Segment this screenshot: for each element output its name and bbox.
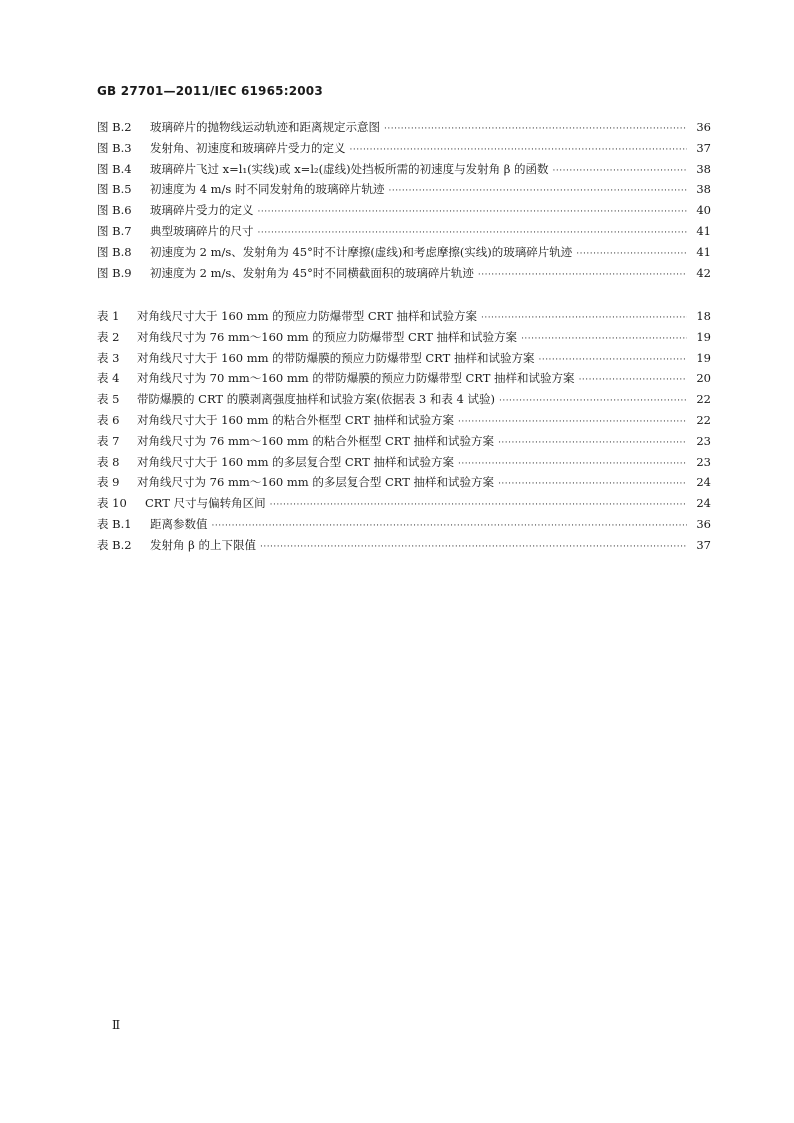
toc-title: 对角线尺寸为 76 mm～160 mm 的多层复合型 CRT 抽样和试验方案 bbox=[137, 475, 495, 490]
toc-entry-table-10[interactable] bbox=[97, 495, 711, 516]
toc-label: 表 3 bbox=[97, 350, 120, 365]
toc-page-number: 36 bbox=[696, 516, 711, 531]
toc-label: 图 B.6 bbox=[97, 203, 132, 218]
toc-entry-figure-b6[interactable] bbox=[97, 202, 711, 223]
dot-leader bbox=[350, 145, 688, 155]
toc-page-number: 23 bbox=[696, 454, 711, 469]
dot-leader bbox=[458, 459, 687, 469]
toc-page-number: 18 bbox=[696, 309, 711, 323]
toc-page-number: 20 bbox=[696, 371, 711, 386]
toc-label: 表 7 bbox=[97, 433, 120, 448]
toc-title: 玻璃碎片飞过 x=l₁(实线)或 x=l₂(虚线)处挡板所需的初速度与发射角 β 的函数 bbox=[150, 161, 549, 176]
toc-label: 表 1 bbox=[97, 309, 120, 323]
toc-label: 图 B.9 bbox=[97, 265, 132, 280]
toc-label: 表 8 bbox=[97, 454, 120, 469]
toc-title: 初速度为 4 m/s 时不同发射角的玻璃碎片轨迹 bbox=[150, 182, 385, 197]
toc-label: 图 B.7 bbox=[97, 223, 132, 238]
toc-label: 图 B.4 bbox=[97, 161, 132, 176]
toc-page-number: 36 bbox=[696, 120, 711, 134]
toc-title: 发射角 β 的上下限值 bbox=[150, 537, 256, 552]
toc-page-number: 24 bbox=[696, 496, 711, 511]
toc-label: 图 B.3 bbox=[97, 140, 132, 155]
toc-entry-table-8[interactable] bbox=[97, 454, 711, 475]
toc-page-number: 41 bbox=[696, 244, 711, 259]
figure-list bbox=[97, 119, 711, 285]
dot-leader bbox=[498, 479, 687, 489]
dot-leader bbox=[384, 124, 687, 134]
toc-label: 表 2 bbox=[97, 329, 120, 344]
toc-title: CRT 尺寸与偏转角区间 bbox=[145, 496, 266, 511]
dot-leader bbox=[579, 375, 687, 385]
toc-title: 初速度为 2 m/s、发射角为 45°时不同横截面积的玻璃碎片轨迹 bbox=[150, 265, 474, 280]
toc-title: 初速度为 2 m/s、发射角为 45°时不计摩擦(虚线)和考虑摩擦(实线)的玻璃碎片轨迹 bbox=[150, 244, 573, 259]
dot-leader bbox=[458, 417, 687, 427]
toc-page-number: 22 bbox=[696, 392, 711, 407]
toc-page-number: 19 bbox=[696, 329, 711, 344]
toc-entry-figure-b7[interactable] bbox=[97, 223, 711, 244]
toc-page-number: 19 bbox=[696, 350, 711, 365]
toc-entry-table-b1[interactable] bbox=[97, 516, 711, 537]
dot-leader bbox=[270, 500, 687, 510]
toc-label: 图 B.8 bbox=[97, 244, 132, 259]
dot-leader bbox=[498, 438, 687, 448]
dot-leader bbox=[576, 249, 687, 259]
toc-page-number: 24 bbox=[696, 475, 711, 490]
toc-title: 对角线尺寸大于 160 mm 的预应力防爆带型 CRT 抽样和试验方案 bbox=[137, 309, 477, 323]
dot-leader bbox=[260, 542, 687, 552]
toc-entry-figure-b3[interactable] bbox=[97, 140, 711, 161]
page-number-footer: Ⅱ bbox=[112, 1018, 121, 1032]
toc-label: 图 B.2 bbox=[97, 120, 132, 134]
toc-entry-table-6[interactable] bbox=[97, 412, 711, 433]
table-list bbox=[97, 308, 711, 558]
toc-entry-table-b2[interactable] bbox=[97, 537, 711, 558]
toc-page-number: 42 bbox=[696, 265, 711, 280]
dot-leader bbox=[388, 186, 687, 196]
toc-label: 表 6 bbox=[97, 412, 120, 427]
dot-leader bbox=[553, 166, 687, 176]
toc-title: 对角线尺寸大于 160 mm 的多层复合型 CRT 抽样和试验方案 bbox=[137, 454, 454, 469]
toc-title: 距离参数值 bbox=[150, 516, 208, 531]
toc-entry-table-9[interactable] bbox=[97, 474, 711, 495]
dot-leader bbox=[481, 313, 687, 323]
toc-title: 玻璃碎片的抛物线运动轨迹和距离规定示意图 bbox=[150, 120, 380, 134]
standard-header: GB 27701—2011/IEC 61965:2003 bbox=[97, 84, 323, 98]
toc-title: 玻璃碎片受力的定义 bbox=[150, 203, 254, 218]
dot-leader bbox=[258, 228, 688, 238]
toc-label: 表 4 bbox=[97, 371, 120, 386]
toc-entry-table-4[interactable] bbox=[97, 370, 711, 391]
toc-title: 对角线尺寸大于 160 mm 的粘合外框型 CRT 抽样和试验方案 bbox=[137, 412, 454, 427]
toc-page-number: 37 bbox=[696, 537, 711, 552]
toc-entry-figure-b4[interactable] bbox=[97, 161, 711, 182]
toc-title: 对角线尺寸大于 160 mm 的带防爆膜的预应力防爆带型 CRT 抽样和试验方案 bbox=[137, 350, 535, 365]
toc-entry-figure-b9[interactable] bbox=[97, 265, 711, 286]
toc-title: 带防爆膜的 CRT 的膜剥离强度抽样和试验方案(依据表 3 和表 4 试验) bbox=[137, 392, 495, 407]
toc-page-number: 38 bbox=[696, 161, 711, 176]
dot-leader bbox=[538, 355, 687, 365]
toc-label: 表 B.1 bbox=[97, 516, 132, 531]
toc-title: 典型玻璃碎片的尺寸 bbox=[150, 223, 254, 238]
dot-leader bbox=[212, 521, 688, 531]
toc-label: 表 10 bbox=[97, 496, 127, 511]
toc-title: 对角线尺寸为 70 mm～160 mm 的带防爆膜的预应力防爆带型 CRT 抽样和试验方案 bbox=[137, 371, 575, 386]
toc-page-number: 38 bbox=[696, 182, 711, 197]
toc-page-number: 40 bbox=[696, 203, 711, 218]
toc-page-number: 22 bbox=[696, 412, 711, 427]
toc-label: 表 9 bbox=[97, 475, 120, 490]
toc-label: 表 B.2 bbox=[97, 537, 132, 552]
toc-entry-table-3[interactable] bbox=[97, 350, 711, 371]
toc-label: 图 B.5 bbox=[97, 182, 132, 197]
toc-entry-table-1[interactable] bbox=[97, 308, 711, 329]
toc-label: 表 5 bbox=[97, 392, 120, 407]
toc-title: 发射角、初速度和玻璃碎片受力的定义 bbox=[150, 140, 346, 155]
toc-entry-figure-b8[interactable] bbox=[97, 244, 711, 265]
toc-page-number: 37 bbox=[696, 140, 711, 155]
toc-title: 对角线尺寸为 76 mm～160 mm 的预应力防爆带型 CRT 抽样和试验方案 bbox=[137, 329, 518, 344]
toc-title: 对角线尺寸为 76 mm～160 mm 的粘合外框型 CRT 抽样和试验方案 bbox=[137, 433, 495, 448]
toc-entry-table-2[interactable] bbox=[97, 329, 711, 350]
toc-entry-table-5[interactable] bbox=[97, 391, 711, 412]
dot-leader bbox=[499, 396, 687, 406]
dot-leader bbox=[258, 207, 688, 217]
toc-entry-table-7[interactable] bbox=[97, 433, 711, 454]
toc-entry-figure-b5[interactable] bbox=[97, 181, 711, 202]
toc-page-number: 41 bbox=[696, 223, 711, 238]
toc-page-number: 23 bbox=[696, 433, 711, 448]
toc-entry-figure-b2[interactable] bbox=[97, 119, 711, 140]
dot-leader bbox=[478, 270, 687, 280]
dot-leader bbox=[521, 334, 687, 344]
